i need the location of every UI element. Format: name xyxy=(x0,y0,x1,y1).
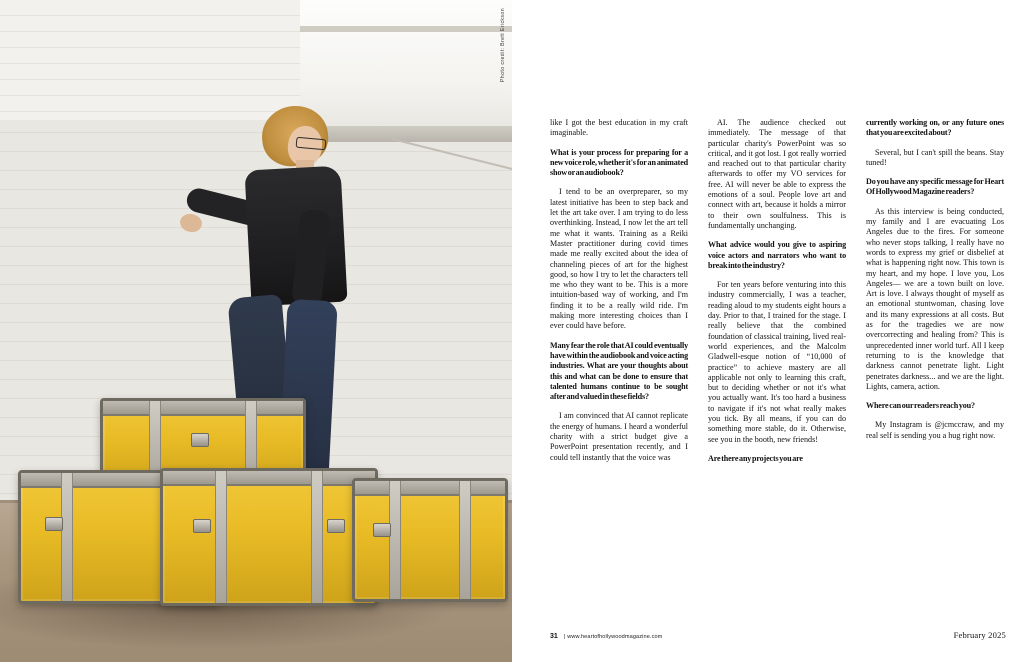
trunk-lid xyxy=(355,481,505,496)
trunk-lid xyxy=(103,401,303,416)
trunk-band xyxy=(311,471,323,603)
page-gutter xyxy=(512,0,526,662)
page-number: 31 xyxy=(550,633,558,640)
article-column-3 xyxy=(866,118,1004,608)
article-column-2 xyxy=(708,118,846,608)
interview-question: currently working on, or any future ones that you are excited about? xyxy=(866,118,1004,138)
trunk-center xyxy=(160,468,378,606)
interview-answer-paragraph: I am convinced that AI cannot replicate the energy of humans. I heard a wonderful charity with a strict budget give a PowerPoint presentation recently, and I could tell instantly that the voice was xyxy=(550,411,688,462)
photo-credit: Photo credit: Brett Erickson xyxy=(500,8,506,83)
trunk-band xyxy=(459,481,471,599)
interview-question: What advice would you give to aspiring voice actors and narrators who want to break into the industry? xyxy=(708,240,846,270)
trunk-latch xyxy=(373,523,391,537)
text-page xyxy=(526,0,1024,662)
trunk-right xyxy=(352,478,508,602)
trunk-band xyxy=(389,481,401,599)
interview-question: Many fear the role that AI could eventually have within the audiobook and voice acting industries. What are your thoughts about this and what can be done to ensure that talented humans continue to be sought after and valued in these fields? xyxy=(550,340,688,402)
trunk-latch xyxy=(191,433,209,447)
interview-answer-paragraph: AI. The audience checked out immediately. The message of that particular charity's PowerPoint was so critical, and it got lost. I got really worried and reached out to that particular charity afterwards to offer my VO services for free. AI will never be able to express the emotions of a soul. People love art and connect with art, because it holds a mirror to their own soulfulness. This is fundamentally unchanging. xyxy=(708,118,846,230)
interview-question: What is your process for preparing for a new voice role, whether it's for an animated show or an audiobook? xyxy=(550,147,688,178)
magazine-url: | www.heartofhollywoodmagazine.com xyxy=(564,634,663,640)
interview-answer-paragraph: like I got the best education in my craft imaginable. xyxy=(550,118,688,138)
interview-question: Where can our readers reach you? xyxy=(866,401,975,411)
garage-door-rail xyxy=(300,126,512,142)
trunk-band xyxy=(215,471,227,603)
trunk-band xyxy=(61,473,73,601)
interview-answer-paragraph: My Instagram is @jcmccraw, and my real self is sending you a hug right now. xyxy=(866,420,1004,440)
trunk-latch xyxy=(327,519,345,533)
trunk-latch xyxy=(45,517,63,531)
garage-door-panel xyxy=(300,0,512,140)
interview-answer-paragraph: Several, but I can't spill the beans. Stay tuned! xyxy=(866,147,1004,167)
trunk-latch xyxy=(193,519,211,533)
interview-question: Are there any projects you are xyxy=(708,453,803,463)
page-footer xyxy=(550,628,1006,640)
interview-answer-paragraph: As this interview is being conducted, my family and I are evacuating Los Angeles due to the fires. For someone who never stops talking, I really have no words to express my grief or disbelief at what is happening right now. This town is my heart, and my hope. I love you, Los Angeles— we are a town built on love. Art is love. I always thought of myself as an emotional stuntwoman, chasing love and its many expressions at all costs. But as for the tragedies we are now overcorrecting and healing from? This is unprecedented inner world turf. All I keep returning to is the knowledge that darkness cannot penetrate light. Light penetrates darkness... and we are the light. Lights, camera, action. xyxy=(866,206,1004,391)
trunk-lid xyxy=(163,471,375,486)
interview-answer-paragraph: I tend to be an overpreparer, so my latest initiative has been to step back and let the art take over. I am trying to do less overthinking. Instead, I now let the art tell me what it wants. Training as a Reiki Master practitioner during covid times made me really excited about the idea of channeling pieces of art for the highest good, so how I try to let the characters tell me who they want to be. This is a more intuition-based way of working, and I'm finding it to be a really wild ride. I'm making more interesting choices than I ever could have before. xyxy=(550,187,688,331)
issue-date: February 2025 xyxy=(953,630,1006,640)
interview-answer-paragraph: For ten years before venturing into this industry commercially, I was a teacher, reading aloud to my students eight hours a day. Prior to that, I trained for the stage. I really believe that the combined foundation of classical training, lived real-world experiences, and the Malcolm Gladwell-esque notion of “10,000 of practice” to achieve mastery are all applicable not only to learning this craft, but to deciding whether or not it's what you actually want. It's too hard a business to navigate if it's not what really makes you tick. By all means, if you can do something more stable, do it. Otherwise, see you in the booth, new friends! xyxy=(708,280,846,444)
interview-question: Do you have any specific message for Heart Of Hollywood Magazine readers? xyxy=(866,177,1004,197)
garage-door-rail-top xyxy=(300,26,512,32)
article-columns xyxy=(550,118,1006,608)
article-column-1 xyxy=(550,118,688,608)
